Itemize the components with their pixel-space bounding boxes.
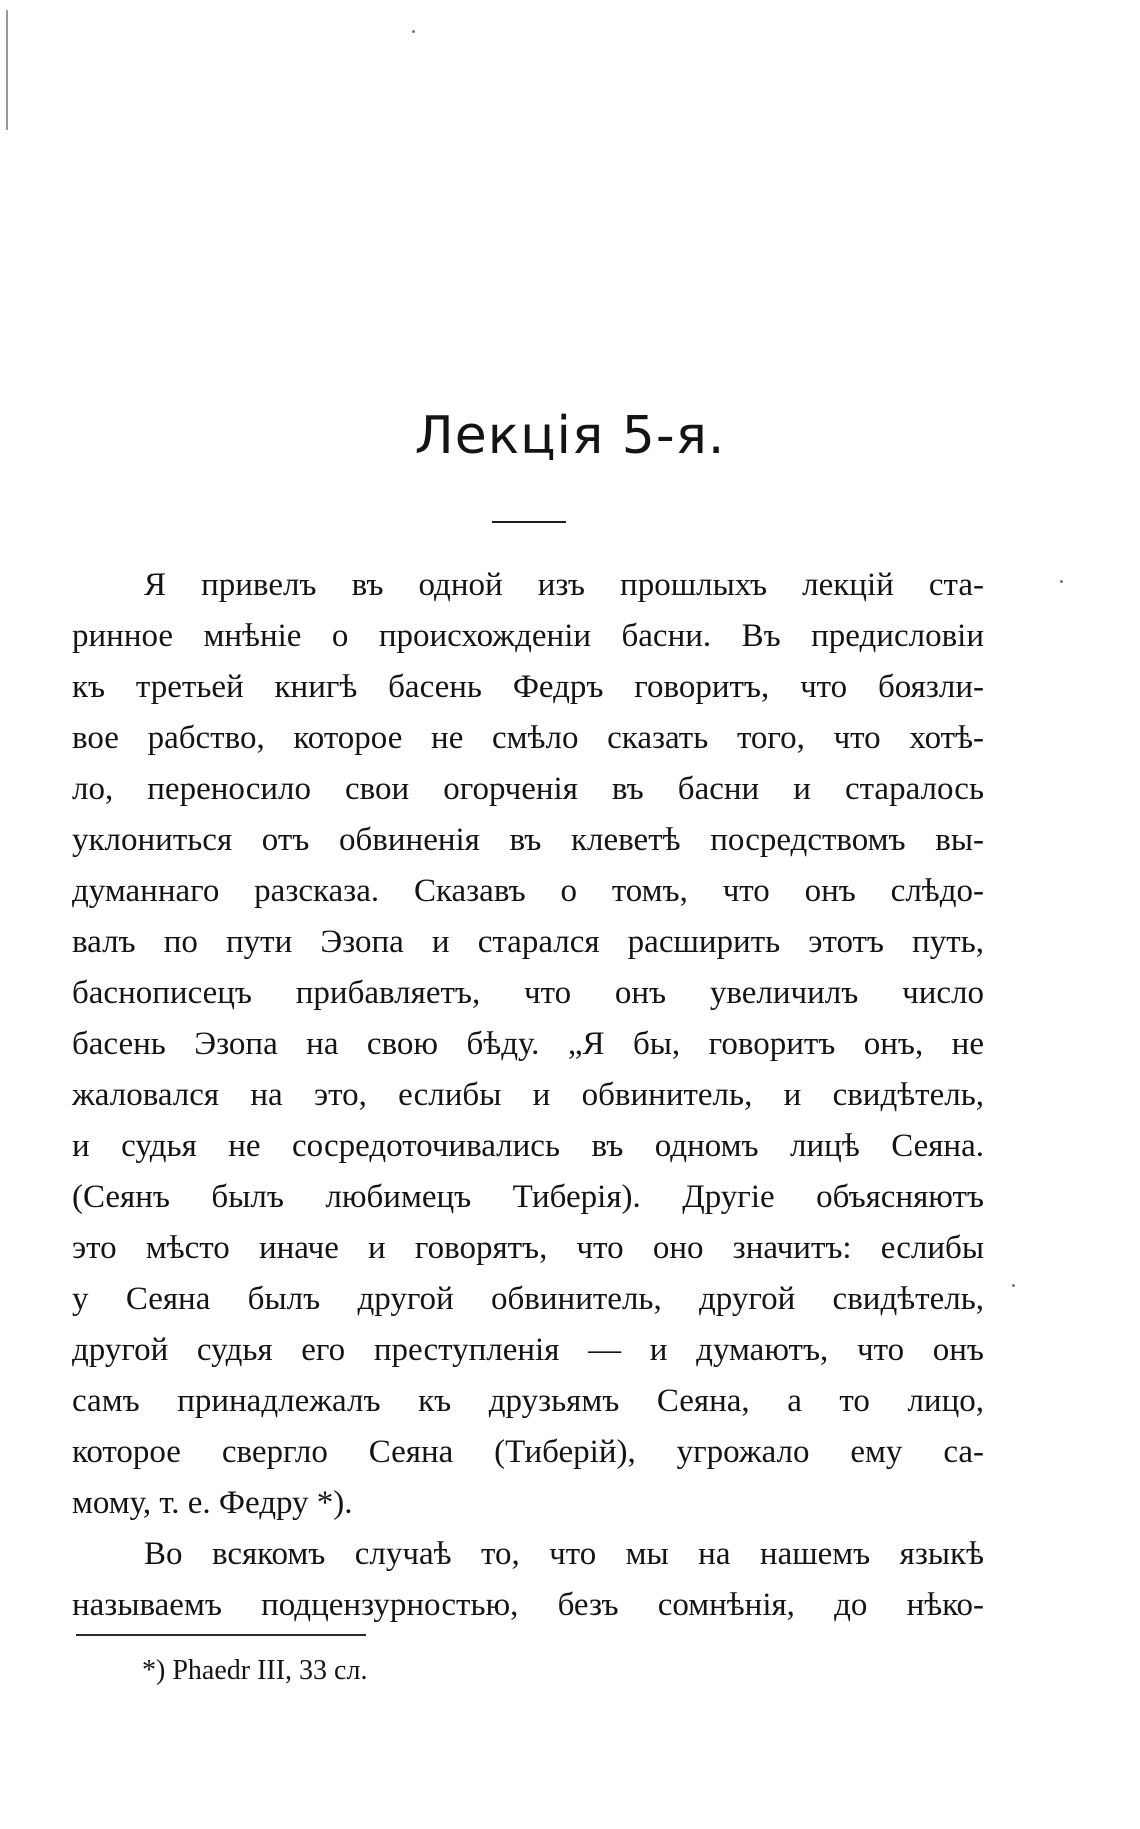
text-line: уклониться отъ обвиненія въ клеветѣ посредствомъ вы- — [72, 822, 984, 858]
text-line: валъ по пути Эзопа и старался расширить этотъ путь, — [72, 924, 984, 960]
scan-speck — [1060, 580, 1063, 583]
text-line: (Сеянъ былъ любимецъ Тиберія). Другіе объясняютъ — [72, 1179, 984, 1215]
text-line: мому, т. е. Федру *). — [72, 1485, 353, 1521]
text-line: ло, переносило свои огорченія въ басни и старалось — [72, 771, 984, 807]
text-line: къ третьей книгѣ басень Федръ говоритъ, что боязли- — [72, 669, 984, 705]
title-divider — [492, 521, 566, 523]
text-line: другой судья его преступленія — и думаютъ, что онъ — [72, 1332, 984, 1368]
text-line: вое рабство, которое не смѣло сказать того, что хотѣ- — [72, 720, 984, 756]
scan-edge-mark — [6, 10, 8, 130]
text-line: которое свергло Сеяна (Тиберій), угрожало ему са- — [72, 1434, 984, 1470]
footnote: *) Phaedr III, 33 сл. — [142, 1655, 368, 1686]
text-line: думаннаго разсказа. Сказавъ о томъ, что онъ слѣдо- — [72, 873, 984, 909]
text-line: жаловался на это, еслибы и обвинитель, и свидѣтель, — [72, 1077, 984, 1113]
text-line: баснописецъ прибавляетъ, что онъ увеличилъ число — [72, 975, 984, 1011]
text-line: и судья не сосредоточивались въ одномъ лицѣ Сеяна. — [72, 1128, 984, 1164]
text-line: Я привелъ въ одной изъ прошлыхъ лекцій ста- — [144, 567, 984, 603]
scan-speck — [1012, 1284, 1015, 1287]
text-line: у Сеяна былъ другой обвинитель, другой свидѣтель, — [72, 1281, 984, 1317]
text-line: Во всякомъ случаѣ то, что мы на нашемъ языкѣ — [144, 1536, 984, 1572]
text-line: самъ принадлежалъ къ друзьямъ Сеяна, а то лицо, — [72, 1383, 984, 1419]
text-line: называемъ подцензурностью, безъ сомнѣнія, до нѣко- — [72, 1587, 984, 1623]
lecture-body — [72, 560, 984, 1631]
text-line: ринное мнѣніе о происхожденіи басни. Въ предисловіи — [72, 618, 984, 654]
text-line: это мѣсто иначе и говорятъ, что оно значитъ: еслибы — [72, 1230, 984, 1266]
lecture-title: Лекція 5-я. — [414, 406, 726, 466]
footnote-divider — [76, 1634, 366, 1636]
text-line: басень Эзопа на свою бѣду. „Я бы, говоритъ онъ, не — [72, 1026, 984, 1062]
scan-speck — [412, 30, 415, 33]
